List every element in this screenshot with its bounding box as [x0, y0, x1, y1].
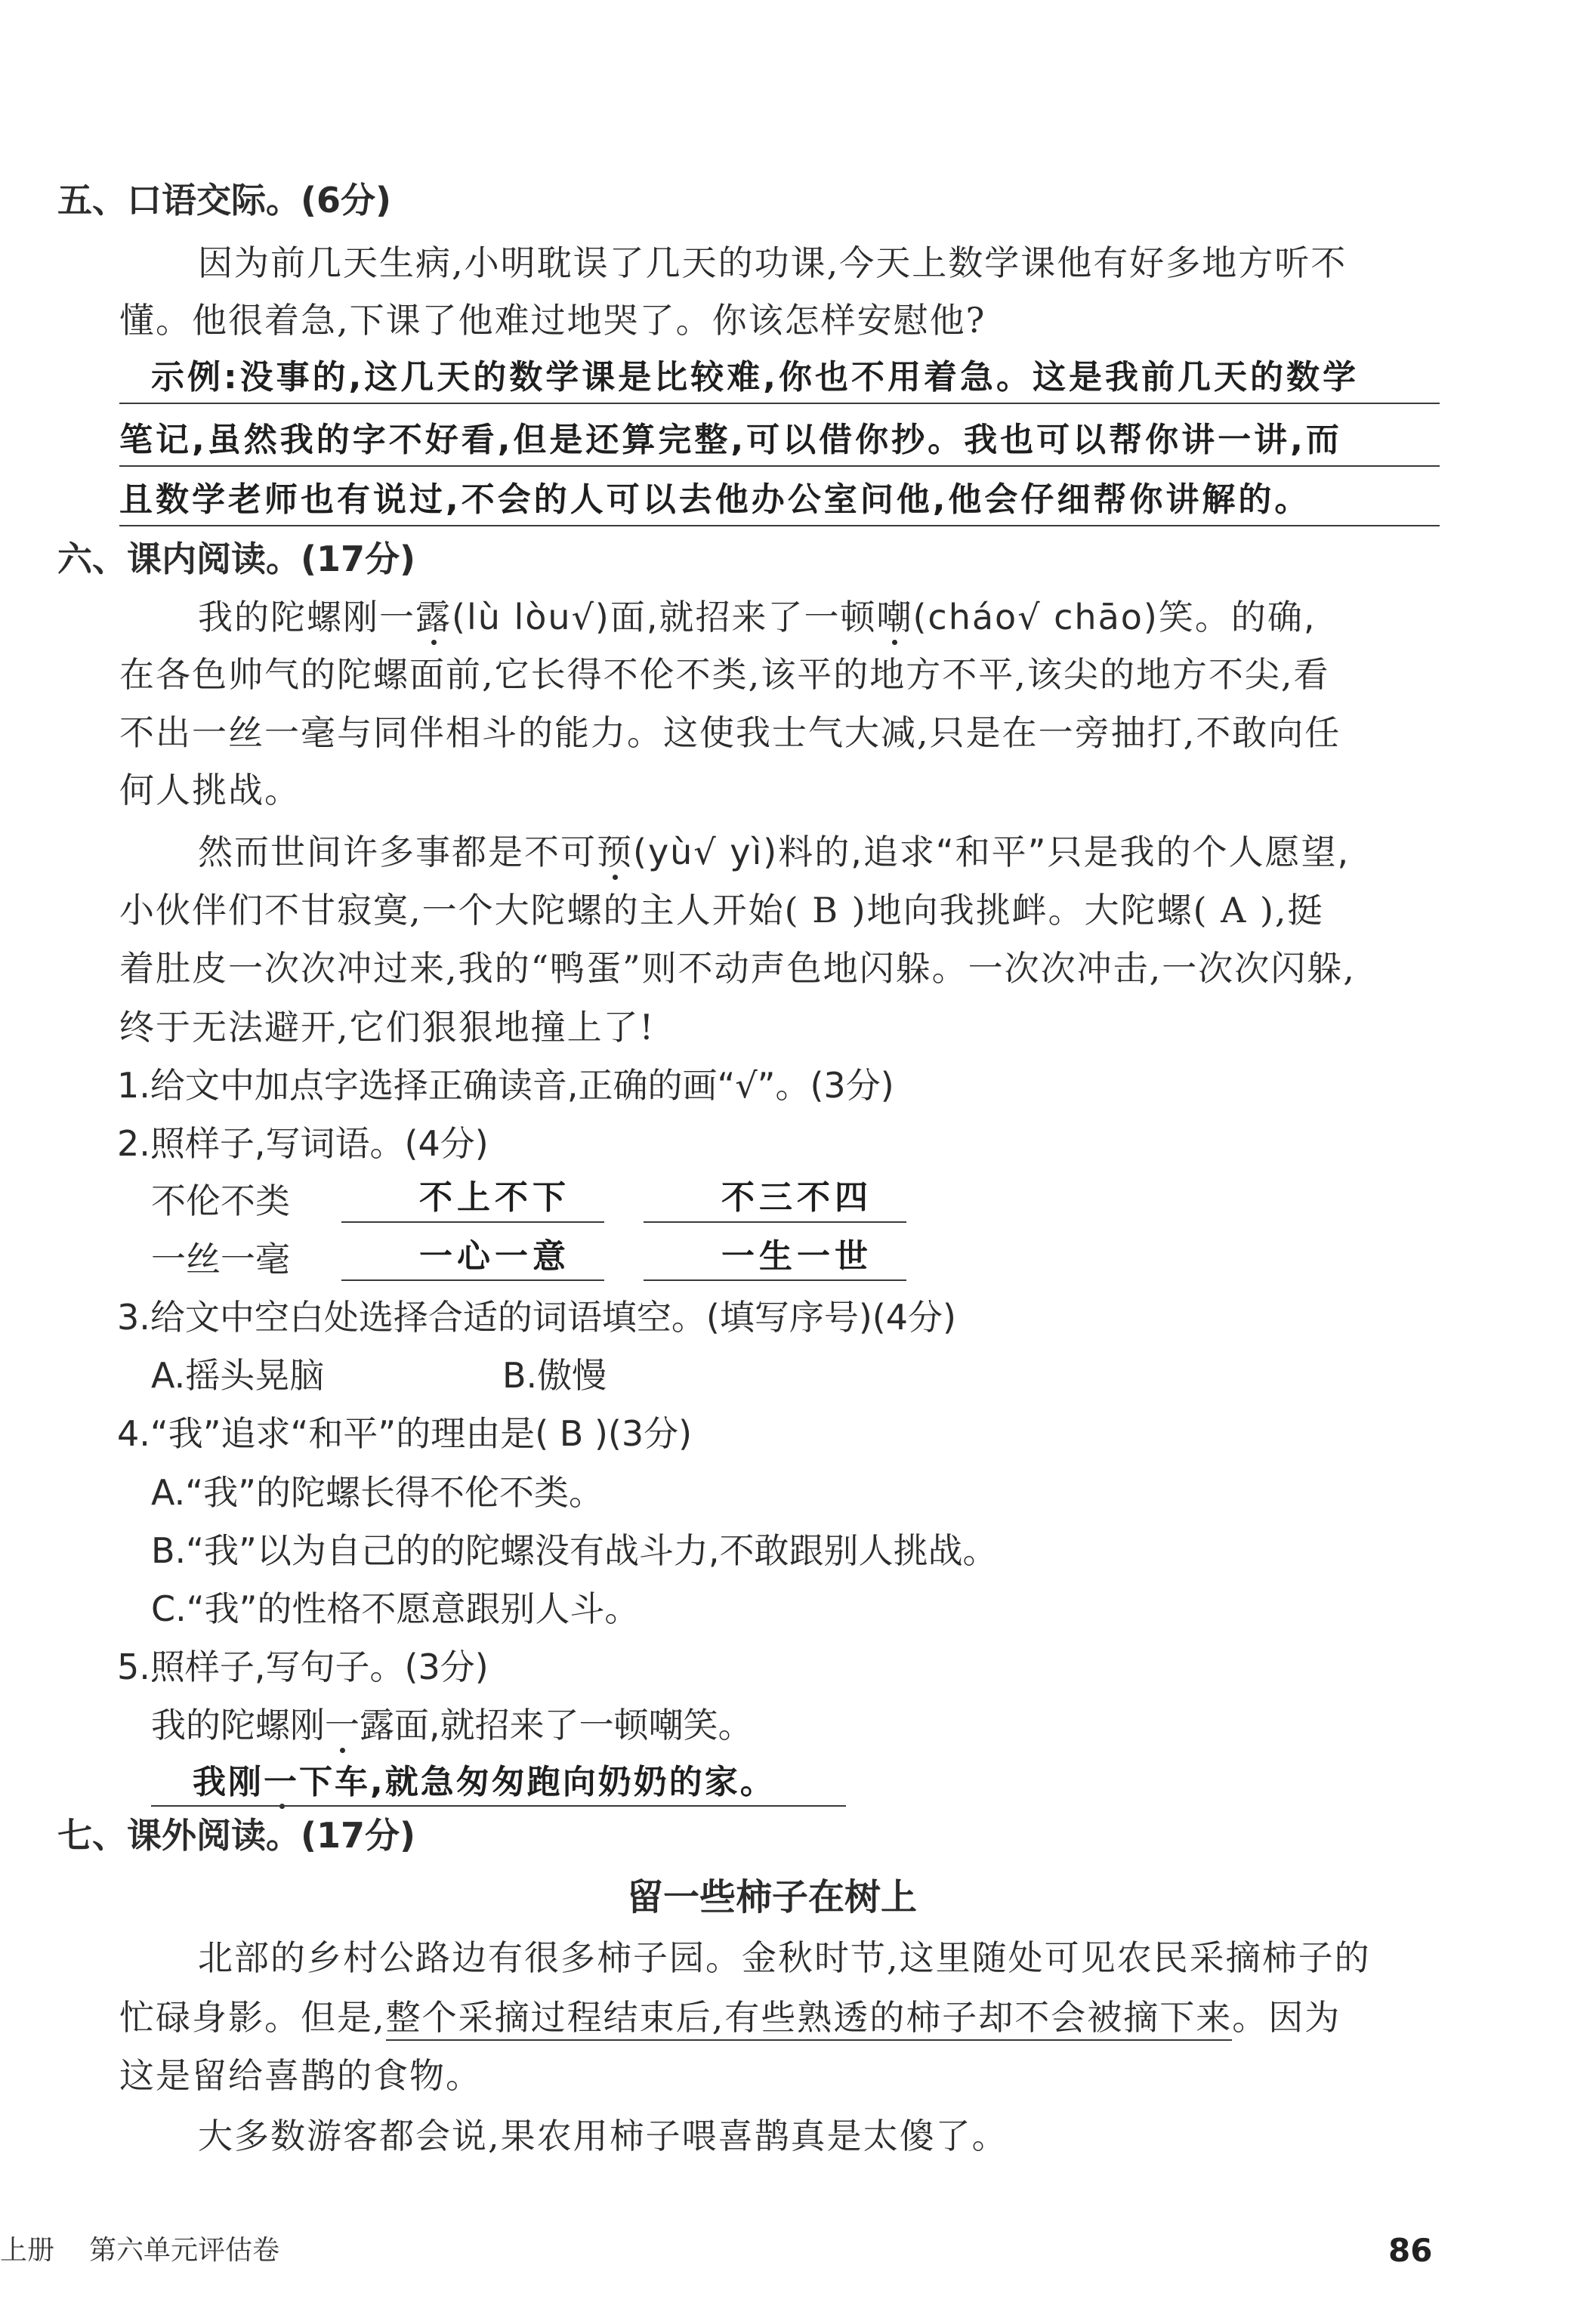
s5-answer-line-3: 且数学老师也有说过,不会的人可以去他办公室问他,他会仔细帮你讲解的。 [119, 480, 1311, 519]
q4-option-b: B.“我”以为自己的的陀螺没有战斗力,不敢跟别人挑战。 [151, 1530, 998, 1571]
s6-p1-text-a: 我的陀螺刚一 [198, 597, 415, 637]
s5-answer-line-1: 示例:没事的,这几天的数学课是比较难,你也不用着急。这是我前几天的数学 [151, 358, 1360, 397]
q5-example-a: 我的陀螺刚 [151, 1705, 325, 1745]
s6-passage-line-7: 着肚皮一次次冲过来,我的“鸭蛋”则不动声色地闪躲。一次次冲击,一次次闪躲, [119, 948, 1356, 989]
question-4: 4.“我”追求“和平”的理由是( B )(3分) [117, 1413, 693, 1454]
s6-p1-text-c: (cháo√ chāo)笑。的确, [912, 597, 1317, 637]
q2-answer-1b: 不三不四 [721, 1178, 872, 1217]
s6-passage-line-8: 终于无法避开,它们狠狠地撞上了! [119, 1007, 656, 1048]
section-7-heading: 七、课外阅读。(17分) [57, 1815, 416, 1856]
q5-example-sentence [151, 1702, 753, 1748]
s5-paragraph-line-1: 因为前几天生病,小明耽误了几天的功课,今天上数学课他有好多地方听不 [198, 242, 1347, 283]
s7-paragraph-line-3: 这是留给喜鹊的食物。 [119, 2055, 482, 2096]
s6-p1-dotted-char-2: 嘲 [876, 597, 913, 637]
s7-article-title: 留一些柿子在树上 [627, 1876, 918, 1918]
q2-answer-1a-underline [341, 1221, 604, 1223]
section-6-heading: 六、课内阅读。(17分) [57, 539, 416, 579]
s5-answer-underline-1 [119, 403, 1440, 404]
q2-answer-2b: 一生一世 [721, 1237, 872, 1276]
s6-passage-line-3: 不出一丝一毫与同伴相斗的能力。这使我士气大减,只是在一旁抽打,不敢向任 [119, 712, 1341, 753]
q5-example-b: 露面,就招来了一顿嘲笑。 [360, 1705, 753, 1745]
s6-passage-line-1 [198, 594, 1316, 640]
s7-p2-text-a: 忙碌身影。但是, [119, 1997, 386, 2038]
s6-p1-dotted-char: 露 [415, 597, 452, 637]
q5-answer-dotted: 一 [264, 1763, 299, 1801]
s7-p2-text-b: 。因为 [1232, 1997, 1341, 2038]
s6-passage-line-6: 小伙伴们不甘寂寞,一个大陀螺的主人开始( B )地向我挑衅。大陀螺( A ),挺 [119, 890, 1324, 931]
footer-unit: 第六单元评估卷 [89, 2235, 280, 2266]
s6-p1-text-b: (lù lòu√)面,就招来了一顿 [452, 597, 877, 637]
q2-answer-2a-underline [341, 1279, 604, 1281]
s6-passage-line-4: 何人挑战。 [119, 770, 301, 810]
page-number: 86 [1388, 2232, 1433, 2269]
q2-answer-2b-underline [644, 1279, 906, 1281]
s5-answer-line-2: 笔记,虽然我的字不好看,但是还算完整,可以借你抄。我也可以帮你讲一讲,而 [119, 421, 1342, 459]
q3-option-a: A.摇头晃脑 [151, 1355, 325, 1396]
footer-volume: 上册 [0, 2235, 55, 2266]
q3-option-b: B.傲慢 [502, 1355, 607, 1396]
question-5: 5.照样子,写句子。(3分) [117, 1647, 489, 1687]
s6-passage-line-5 [198, 829, 1350, 875]
s7-paragraph-line-2 [119, 1995, 1341, 2040]
q5-answer-a: 我刚 [193, 1763, 264, 1801]
s7-paragraph-line-4: 大多数游客都会说,果农用柿子喂喜鹊真是太傻了。 [198, 2116, 1008, 2156]
s5-answer-underline-2 [119, 465, 1440, 467]
s6-passage-line-2: 在各色帅气的陀螺面前,它长得不伦不类,该平的地方不平,该尖的地方不尖,看 [119, 654, 1330, 695]
q4-option-c: C.“我”的性格不愿意跟别人斗。 [151, 1588, 640, 1629]
q4-option-a: A.“我”的陀螺长得不伦不类。 [151, 1472, 604, 1513]
q2-example-1: 不伦不类 [151, 1181, 290, 1221]
question-3: 3.给文中空白处选择合适的词语填空。(填写序号)(4分) [117, 1297, 956, 1338]
q5-answer-sentence [193, 1760, 776, 1805]
s6-p5-dotted-char: 预 [597, 832, 633, 872]
q5-example-dotted: 一 [325, 1705, 360, 1745]
q2-example-2: 一丝一毫 [151, 1239, 290, 1279]
q2-answer-1a: 不上不下 [419, 1178, 570, 1217]
q5-answer-b: 下车,就急匆匆跑向奶奶的家。 [299, 1763, 776, 1801]
s7-paragraph-line-1: 北部的乡村公路边有很多柿子园。金秋时节,这里随处可见农民采摘柿子的 [198, 1937, 1371, 1978]
s6-p5-text-b: (yù√ yì)料的,追求“和平”只是我的个人愿望, [633, 832, 1351, 872]
q2-answer-2a: 一心一意 [419, 1237, 570, 1276]
q5-answer-underline [151, 1805, 846, 1807]
s7-p2-underlined-sentence: 整个采摘过程结束后,有些熟透的柿子却不会被摘下来 [386, 1997, 1233, 2041]
question-1: 1.给文中加点字选择正确读音,正确的画“√”。(3分) [117, 1065, 894, 1106]
s5-paragraph-line-2: 懂。他很着急,下课了他难过地哭了。你该怎样安慰他? [119, 300, 986, 341]
section-5-heading: 五、口语交际。(6分) [57, 180, 392, 221]
question-2: 2.照样子,写词语。(4分) [117, 1123, 489, 1164]
s5-answer-underline-3 [119, 525, 1440, 526]
q2-answer-1b-underline [644, 1221, 906, 1223]
s6-p5-text-a: 然而世间许多事都是不可 [198, 832, 597, 872]
